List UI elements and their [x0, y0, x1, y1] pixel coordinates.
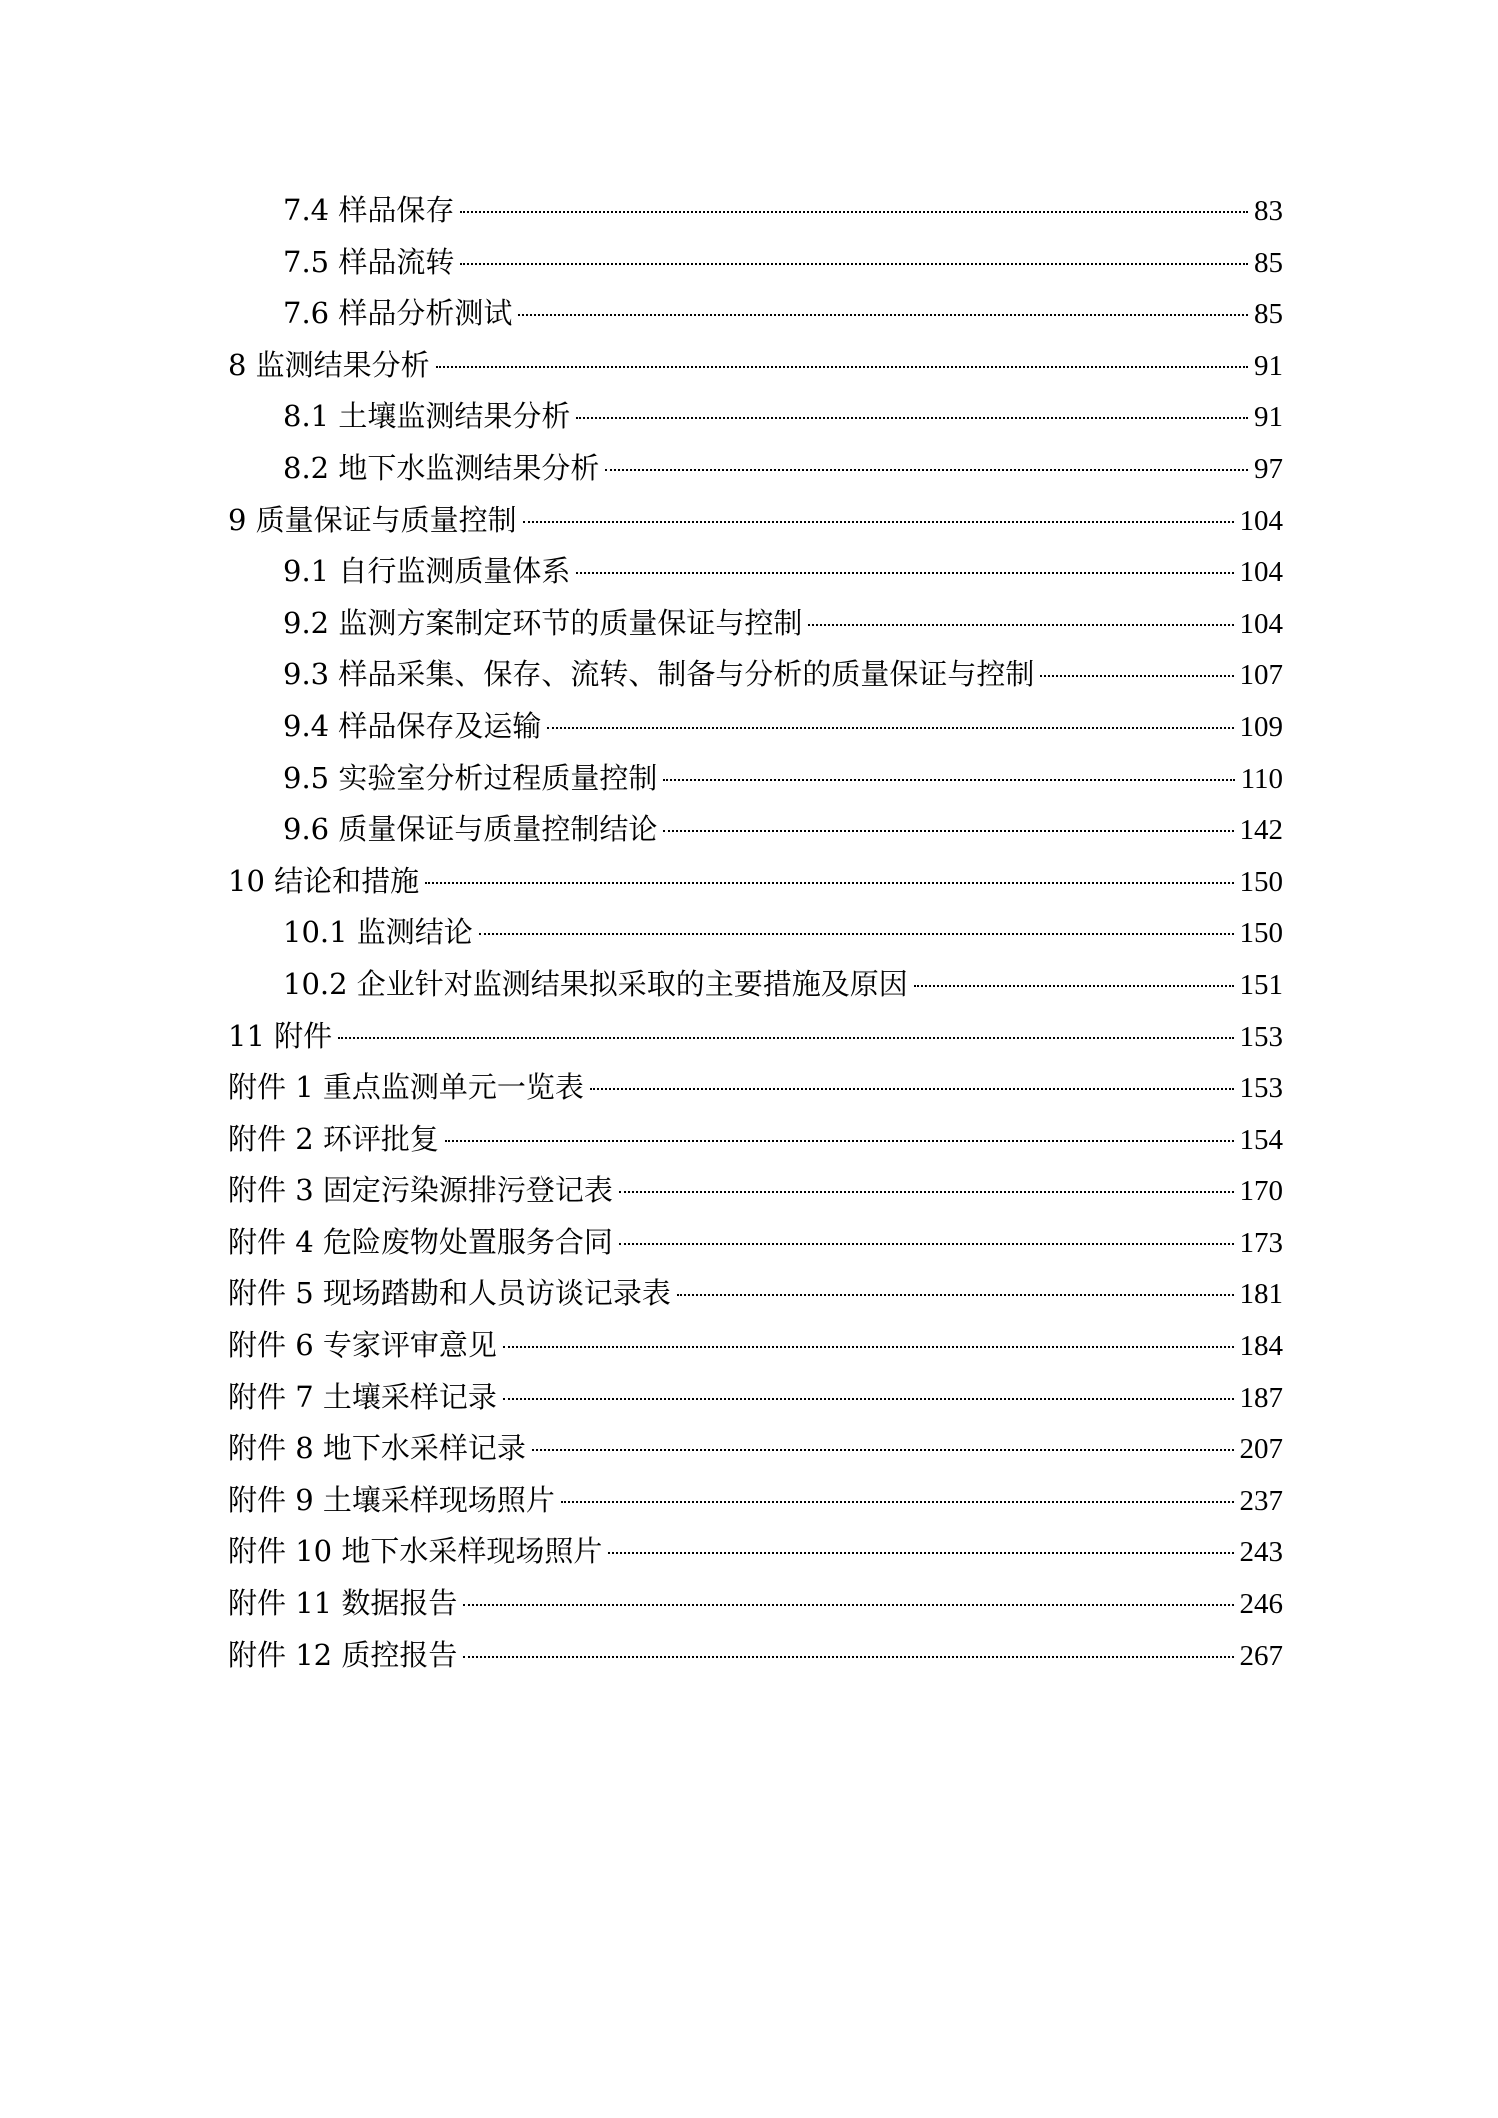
toc-entry-title: 8 监测结果分析: [228, 347, 430, 382]
toc-entry-title: 9.4 样品保存及运输: [283, 708, 542, 743]
toc-entry-page-number: 110: [1240, 762, 1283, 795]
toc-entry-title: 附件 10 地下水采样现场照片: [228, 1534, 603, 1569]
toc-dot-leader: [518, 314, 1248, 316]
toc-entry-page-number: 91: [1254, 349, 1283, 382]
table-of-contents: [228, 185, 1283, 1681]
toc-entry-title: 附件 12 质控报告: [228, 1637, 458, 1672]
toc-dot-leader: [608, 1552, 1233, 1554]
toc-entry-title: 7.5 样品流转: [283, 244, 455, 279]
toc-entry[interactable]: [228, 701, 1283, 753]
toc-entry-page-number: 85: [1254, 298, 1283, 331]
toc-dot-leader: [460, 211, 1248, 213]
toc-dot-leader: [532, 1449, 1234, 1451]
toc-entry-page-number: 104: [1239, 556, 1283, 589]
toc-entry-title: 10.2 企业针对监测结果拟采取的主要措施及原因: [283, 966, 908, 1001]
toc-entry[interactable]: [228, 546, 1283, 598]
toc-dot-leader: [523, 521, 1234, 523]
toc-entry-title: 10.1 监测结论: [283, 915, 473, 950]
toc-dot-leader: [547, 727, 1233, 729]
toc-entry-title: 附件 5 现场踏勘和人员访谈记录表: [228, 1276, 671, 1311]
toc-entry[interactable]: [228, 495, 1283, 547]
toc-dot-leader: [503, 1346, 1234, 1348]
toc-entry-page-number: 181: [1239, 1278, 1283, 1311]
toc-entry-page-number: 109: [1239, 710, 1283, 743]
toc-entry-page-number: 107: [1239, 659, 1283, 692]
toc-dot-leader: [576, 417, 1248, 419]
toc-entry-title: 附件 1 重点监测单元一览表: [228, 1070, 584, 1105]
toc-entry-page-number: 104: [1239, 504, 1283, 537]
toc-entry-title: 8.2 地下水监测结果分析: [283, 450, 600, 485]
toc-entry-title: 附件 6 专家评审意见: [228, 1328, 497, 1363]
toc-entry-page-number: 173: [1239, 1226, 1283, 1259]
toc-entry-title: 7.4 样品保存: [283, 193, 455, 227]
toc-entry-page-number: 150: [1239, 917, 1283, 950]
toc-dot-leader: [1040, 675, 1233, 677]
toc-entry[interactable]: [228, 753, 1283, 805]
toc-entry-page-number: 97: [1254, 452, 1283, 485]
toc-dot-leader: [590, 1088, 1234, 1090]
toc-entry-page-number: 151: [1239, 968, 1283, 1001]
toc-entry[interactable]: [228, 649, 1283, 701]
toc-entry-page-number: 154: [1239, 1123, 1283, 1156]
toc-dot-leader: [808, 624, 1233, 626]
toc-entry-title: 附件 8 地下水采样记录: [228, 1431, 526, 1466]
toc-entry-title: 7.6 样品分析测试: [283, 296, 513, 331]
toc-entry[interactable]: [228, 907, 1283, 959]
toc-entry[interactable]: [228, 1011, 1283, 1063]
toc-entry[interactable]: [228, 1526, 1283, 1578]
toc-dot-leader: [663, 830, 1233, 832]
toc-entry-page-number: 243: [1239, 1536, 1283, 1569]
toc-entry-title: 附件 11 数据报告: [228, 1586, 458, 1621]
toc-dot-leader: [561, 1501, 1234, 1503]
toc-entry-title: 9.2 监测方案制定环节的质量保证与控制: [283, 605, 803, 640]
toc-entry[interactable]: [228, 1217, 1283, 1269]
toc-dot-leader: [479, 933, 1234, 935]
toc-entry[interactable]: [228, 237, 1283, 289]
toc-entry-page-number: 237: [1239, 1484, 1283, 1517]
toc-dot-leader: [619, 1243, 1234, 1245]
toc-entry[interactable]: [228, 1268, 1283, 1320]
toc-entry-title: 8.1 土壤监测结果分析: [283, 399, 571, 434]
toc-dot-leader: [605, 469, 1248, 471]
toc-entry-page-number: 142: [1239, 814, 1283, 847]
toc-dot-leader: [445, 1140, 1234, 1142]
toc-entry[interactable]: [228, 856, 1283, 908]
toc-entry[interactable]: [228, 288, 1283, 340]
toc-dot-leader: [619, 1191, 1234, 1193]
toc-entry-title: 9.1 自行监测质量体系: [283, 554, 571, 589]
toc-dot-leader: [460, 263, 1248, 265]
toc-entry[interactable]: [228, 959, 1283, 1011]
toc-entry[interactable]: [228, 1630, 1283, 1682]
toc-dot-leader: [677, 1294, 1234, 1296]
toc-entry-title: 9.6 质量保证与质量控制结论: [283, 812, 658, 847]
toc-entry[interactable]: [228, 1062, 1283, 1114]
toc-entry[interactable]: [228, 1475, 1283, 1527]
toc-entry-title: 9.5 实验室分析过程质量控制: [283, 760, 658, 795]
toc-entry[interactable]: [228, 391, 1283, 443]
toc-entry-page-number: 153: [1239, 1020, 1283, 1053]
toc-entry-title: 9.3 样品采集、保存、流转、制备与分析的质量保证与控制: [283, 657, 1035, 692]
toc-dot-leader: [338, 1037, 1233, 1039]
toc-dot-leader: [463, 1604, 1233, 1606]
toc-dot-leader: [576, 572, 1233, 574]
toc-dot-leader: [914, 985, 1234, 987]
toc-entry-page-number: 104: [1239, 607, 1283, 640]
toc-entry[interactable]: [228, 804, 1283, 856]
toc-entry-title: 11 附件: [228, 1018, 333, 1053]
toc-entry-page-number: 91: [1254, 401, 1283, 434]
toc-entry-title: 10 结论和措施: [228, 863, 420, 898]
toc-entry-title: 9 质量保证与质量控制: [228, 502, 517, 537]
toc-entry-title: 附件 3 固定污染源排污登记表: [228, 1173, 613, 1208]
toc-entry[interactable]: [228, 1423, 1283, 1475]
toc-entry[interactable]: [228, 1165, 1283, 1217]
toc-entry-page-number: 83: [1254, 195, 1283, 227]
toc-dot-leader: [663, 779, 1234, 781]
toc-entry-page-number: 187: [1239, 1381, 1283, 1414]
toc-entry[interactable]: [228, 598, 1283, 650]
toc-entry[interactable]: [228, 340, 1283, 392]
toc-entry-page-number: 153: [1239, 1072, 1283, 1105]
toc-entry-title: 附件 4 危险废物处置服务合同: [228, 1224, 613, 1259]
toc-entry-page-number: 170: [1239, 1175, 1283, 1208]
toc-entry-page-number: 150: [1239, 865, 1283, 898]
toc-entry-title: 附件 7 土壤采样记录: [228, 1379, 497, 1414]
toc-entry-title: 附件 9 土壤采样现场照片: [228, 1482, 555, 1517]
toc-entry-page-number: 267: [1239, 1639, 1283, 1672]
toc-entry[interactable]: [228, 185, 1283, 237]
toc-dot-leader: [463, 1656, 1233, 1658]
toc-entry-page-number: 246: [1239, 1588, 1283, 1621]
toc-entry[interactable]: [228, 1372, 1283, 1424]
toc-dot-leader: [436, 366, 1248, 368]
toc-dot-leader: [425, 882, 1233, 884]
toc-entry[interactable]: [228, 1114, 1283, 1166]
toc-entry-page-number: 85: [1254, 246, 1283, 279]
toc-entry-page-number: 184: [1239, 1330, 1283, 1363]
toc-entry[interactable]: [228, 1320, 1283, 1372]
toc-entry[interactable]: [228, 1578, 1283, 1630]
toc-dot-leader: [503, 1398, 1234, 1400]
toc-entry-title: 附件 2 环评批复: [228, 1121, 439, 1156]
toc-entry-page-number: 207: [1239, 1433, 1283, 1466]
toc-entry[interactable]: [228, 443, 1283, 495]
